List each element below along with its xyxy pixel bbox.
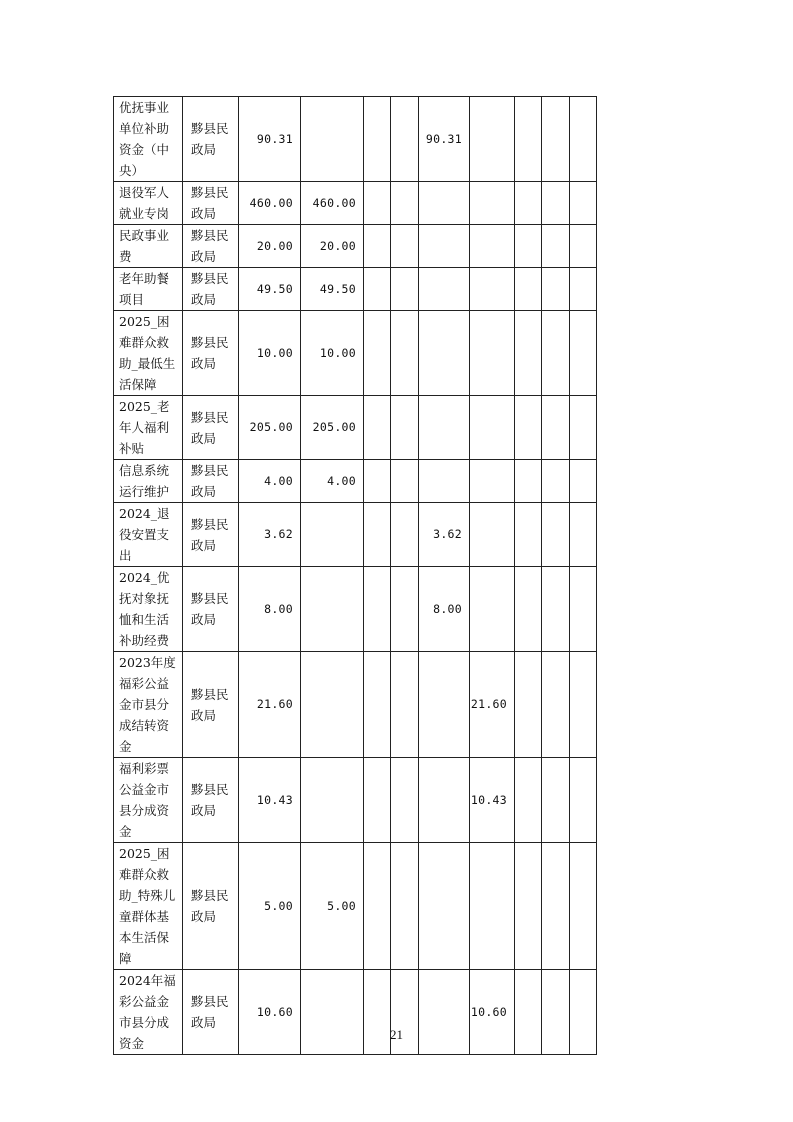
project-name-cell: 2025_困难群众救助_最低生活保障 — [114, 311, 183, 396]
department-cell: 黟县民政局 — [183, 225, 239, 268]
fund-amount-cell — [391, 182, 419, 225]
fund-amount-cell — [364, 268, 391, 311]
department-cell: 黟县民政局 — [183, 268, 239, 311]
fund-amount-cell — [570, 652, 597, 758]
total-amount-cell: 90.31 — [239, 97, 301, 182]
fund-amount-cell — [391, 97, 419, 182]
total-amount-cell: 10.00 — [239, 311, 301, 396]
project-name-cell: 退役军人就业专岗 — [114, 182, 183, 225]
fund-amount-cell — [364, 652, 391, 758]
total-amount-cell: 460.00 — [239, 182, 301, 225]
fund-amount-cell — [570, 268, 597, 311]
fund-amount-cell — [515, 652, 542, 758]
fund-amount-cell — [419, 182, 470, 225]
department-cell: 黟县民政局 — [183, 567, 239, 652]
fund-amount-cell — [570, 396, 597, 460]
total-amount-cell: 10.43 — [239, 758, 301, 843]
fund-amount-cell — [364, 567, 391, 652]
fund-amount-cell: 3.62 — [419, 503, 470, 567]
fund-amount-cell: 49.50 — [301, 268, 364, 311]
fund-amount-cell — [570, 97, 597, 182]
department-cell: 黟县民政局 — [183, 311, 239, 396]
fund-amount-cell: 10.00 — [301, 311, 364, 396]
fund-amount-cell — [570, 843, 597, 970]
fund-amount-cell — [542, 460, 570, 503]
table-row — [114, 311, 597, 396]
fund-amount-cell — [542, 567, 570, 652]
total-amount-cell: 8.00 — [239, 567, 301, 652]
fund-amount-cell: 10.60 — [470, 970, 515, 1055]
department-cell: 黟县民政局 — [183, 460, 239, 503]
table-row — [114, 396, 597, 460]
fund-amount-cell — [364, 758, 391, 843]
fund-amount-cell — [542, 311, 570, 396]
fund-amount-cell — [470, 97, 515, 182]
fund-amount-cell — [364, 396, 391, 460]
fund-amount-cell — [542, 268, 570, 311]
fund-amount-cell: 20.00 — [301, 225, 364, 268]
fund-amount-cell — [301, 652, 364, 758]
total-amount-cell: 4.00 — [239, 460, 301, 503]
fund-amount-cell — [542, 758, 570, 843]
department-cell: 黟县民政局 — [183, 652, 239, 758]
fund-amount-cell — [542, 396, 570, 460]
fund-amount-cell — [515, 182, 542, 225]
fund-amount-cell — [364, 225, 391, 268]
fund-amount-cell: 5.00 — [301, 843, 364, 970]
fund-amount-cell — [301, 758, 364, 843]
department-cell: 黟县民政局 — [183, 182, 239, 225]
fund-amount-cell — [391, 503, 419, 567]
total-amount-cell: 3.62 — [239, 503, 301, 567]
project-name-cell: 老年助餐项目 — [114, 268, 183, 311]
table-row — [114, 460, 597, 503]
project-name-cell: 2023年度福彩公益金市县分成结转资金 — [114, 652, 183, 758]
table-row — [114, 567, 597, 652]
fund-amount-cell — [470, 182, 515, 225]
fund-amount-cell — [470, 311, 515, 396]
project-name-cell: 2025_老年人福利补贴 — [114, 396, 183, 460]
fund-amount-cell — [419, 843, 470, 970]
fund-amount-cell — [570, 503, 597, 567]
department-cell: 黟县民政局 — [183, 758, 239, 843]
table-row — [114, 652, 597, 758]
fund-amount-cell — [515, 503, 542, 567]
fund-amount-cell — [364, 97, 391, 182]
project-name-cell: 2024年福彩公益金市县分成资金 — [114, 970, 183, 1055]
table-row — [114, 225, 597, 268]
department-cell: 黟县民政局 — [183, 843, 239, 970]
table-row — [114, 503, 597, 567]
fund-amount-cell — [364, 503, 391, 567]
fund-amount-cell — [419, 396, 470, 460]
fund-amount-cell: 4.00 — [301, 460, 364, 503]
fund-amount-cell — [391, 567, 419, 652]
fund-amount-cell — [419, 460, 470, 503]
fund-amount-cell — [542, 225, 570, 268]
table-row — [114, 182, 597, 225]
fund-amount-cell — [570, 311, 597, 396]
fund-amount-cell — [364, 311, 391, 396]
total-amount-cell: 21.60 — [239, 652, 301, 758]
table-body — [114, 97, 597, 1055]
project-name-cell: 民政事业费 — [114, 225, 183, 268]
project-name-cell: 福利彩票公益金市县分成资金 — [114, 758, 183, 843]
fund-amount-cell — [301, 503, 364, 567]
total-amount-cell: 20.00 — [239, 225, 301, 268]
fund-amount-cell: 90.31 — [419, 97, 470, 182]
project-name-cell: 2024_优抚对象抚恤和生活补助经费 — [114, 567, 183, 652]
fund-amount-cell — [515, 225, 542, 268]
fund-amount-cell — [364, 460, 391, 503]
table-row — [114, 97, 597, 182]
fund-amount-cell — [570, 182, 597, 225]
fund-amount-cell — [419, 225, 470, 268]
fund-amount-cell — [515, 460, 542, 503]
department-cell: 黟县民政局 — [183, 503, 239, 567]
department-cell: 黟县民政局 — [183, 97, 239, 182]
fund-amount-cell — [515, 311, 542, 396]
table-row — [114, 758, 597, 843]
fund-amount-cell — [364, 182, 391, 225]
fund-amount-cell — [391, 225, 419, 268]
fund-amount-cell — [391, 268, 419, 311]
fund-amount-cell — [419, 758, 470, 843]
fund-amount-cell: 8.00 — [419, 567, 470, 652]
fund-amount-cell — [301, 97, 364, 182]
table-row — [114, 268, 597, 311]
fund-amount-cell — [391, 758, 419, 843]
fund-amount-cell — [419, 311, 470, 396]
fund-amount-cell — [391, 460, 419, 503]
total-amount-cell: 5.00 — [239, 843, 301, 970]
fund-amount-cell — [470, 503, 515, 567]
fund-amount-cell — [391, 311, 419, 396]
total-amount-cell: 49.50 — [239, 268, 301, 311]
fund-amount-cell — [419, 268, 470, 311]
page-number: 21 — [390, 1027, 403, 1042]
budget-table — [113, 96, 597, 1055]
fund-amount-cell — [364, 843, 391, 970]
fund-amount-cell — [570, 567, 597, 652]
fund-amount-cell — [542, 97, 570, 182]
fund-amount-cell — [515, 567, 542, 652]
fund-amount-cell — [515, 843, 542, 970]
fund-amount-cell — [391, 843, 419, 970]
project-name-cell: 信息系统运行维护 — [114, 460, 183, 503]
fund-amount-cell — [542, 843, 570, 970]
fund-amount-cell — [570, 758, 597, 843]
fund-amount-cell — [515, 97, 542, 182]
table-row — [114, 843, 597, 970]
fund-amount-cell — [542, 182, 570, 225]
fund-amount-cell: 10.43 — [470, 758, 515, 843]
fund-amount-cell — [470, 567, 515, 652]
fund-amount-cell — [515, 396, 542, 460]
fund-amount-cell — [570, 225, 597, 268]
project-name-cell: 2025_困难群众救助_特殊儿童群体基本生活保障 — [114, 843, 183, 970]
department-cell: 黟县民政局 — [183, 970, 239, 1055]
project-name-cell: 2024_退役安置支出 — [114, 503, 183, 567]
fund-amount-cell — [419, 652, 470, 758]
total-amount-cell: 205.00 — [239, 396, 301, 460]
fund-amount-cell: 21.60 — [470, 652, 515, 758]
fund-amount-cell — [515, 268, 542, 311]
fund-amount-cell — [391, 396, 419, 460]
fund-amount-cell: 460.00 — [301, 182, 364, 225]
fund-amount-cell — [470, 396, 515, 460]
fund-amount-cell — [470, 460, 515, 503]
fund-amount-cell — [542, 503, 570, 567]
total-amount-cell: 10.60 — [239, 970, 301, 1055]
fund-amount-cell — [391, 652, 419, 758]
department-cell: 黟县民政局 — [183, 396, 239, 460]
fund-amount-cell — [470, 268, 515, 311]
project-name-cell: 优抚事业单位补助资金（中央） — [114, 97, 183, 182]
fund-amount-cell — [301, 567, 364, 652]
fund-amount-cell — [570, 460, 597, 503]
fund-amount-cell — [470, 843, 515, 970]
fund-amount-cell: 205.00 — [301, 396, 364, 460]
fund-amount-cell — [542, 652, 570, 758]
fund-amount-cell — [515, 758, 542, 843]
fund-amount-cell — [470, 225, 515, 268]
